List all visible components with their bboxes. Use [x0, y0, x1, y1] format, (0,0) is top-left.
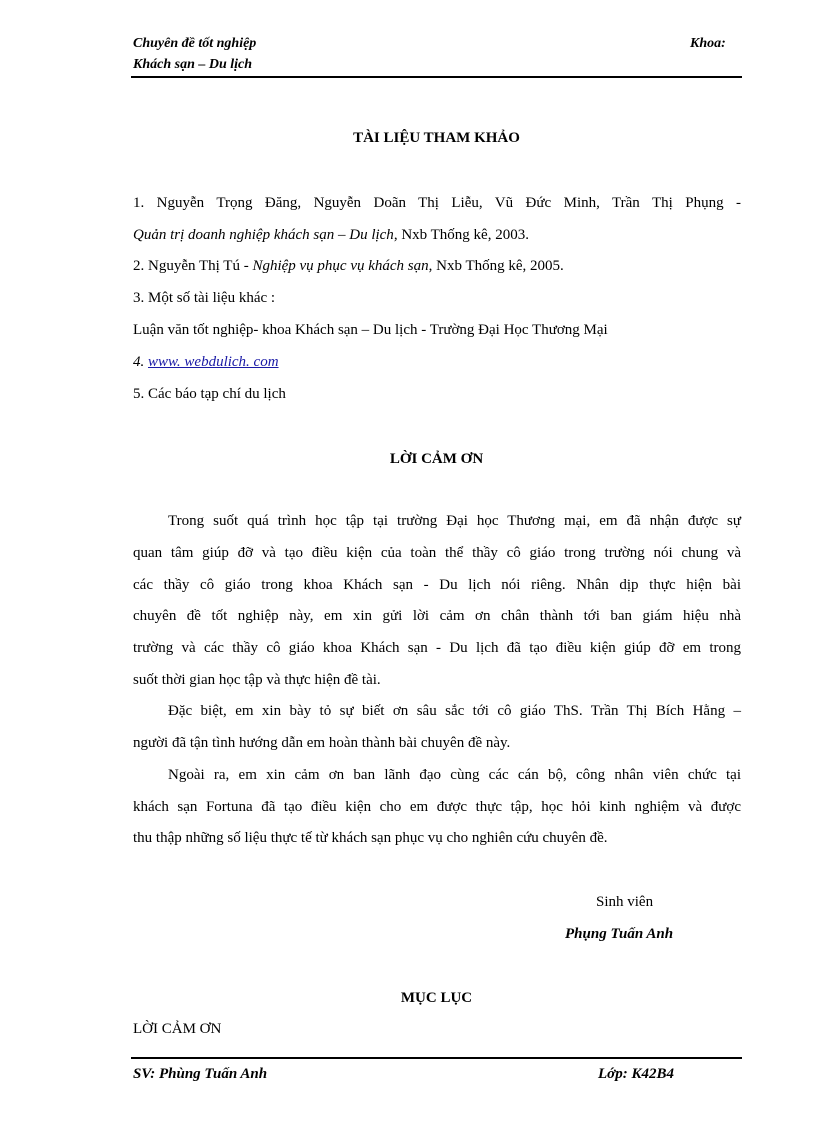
signature-name: Phụng Tuấn Anh: [565, 926, 674, 942]
reference-item-5: 5. Các báo tạp chí du lịch: [133, 386, 286, 402]
thanks-p1-line: suốt thời gian học tập và thực hiện đề tài.: [133, 672, 381, 688]
footer-class: Lớp: K42B4: [598, 1066, 674, 1082]
reference-item-4: [133, 354, 279, 371]
reference-item-2: [133, 258, 564, 275]
thanks-p1-line: các thầy cô giáo trong khoa Khách sạn - Du lịch nói riêng. Nhân dịp thực hiện bài: [133, 577, 741, 593]
header-faculty: Khoa:: [690, 36, 726, 51]
header-rule: [131, 76, 742, 78]
thanks-p3-line: Ngoài ra, em xin cảm ơn ban lãnh đạo cùng các cán bộ, công nhân viên chức tại: [168, 767, 741, 783]
footer-rule: [131, 1057, 742, 1059]
reference-item-2-book: Nghiệp vụ phục vụ khách sạn: [252, 258, 429, 274]
header-subtitle: Khách sạn – Du lịch: [133, 57, 253, 72]
thanks-p1-line: quan tâm giúp đỡ và tạo điều kiện của toàn thể thầy cô giáo trong trường nói chung và: [133, 545, 741, 561]
reference-item-4-number: 4.: [133, 354, 148, 370]
reference-item-2-author: 2. Nguyễn Thị Tú -: [133, 258, 253, 274]
thanks-p3-line: thu thập những số liệu thực tế từ khách sạn phục vụ cho nghiên cứu chuyên đề.: [133, 830, 608, 846]
references-title: TÀI LIỆU THAM KHẢO: [353, 130, 520, 146]
thanks-p1-line: chuyên đề tốt nghiệp này, em xin gửi lời cảm ơn chân thành tới ban giám hiệu nhà: [133, 608, 741, 624]
thanks-title: LỜI CẢM ƠN: [389, 451, 484, 467]
reference-item-1-source: [133, 227, 529, 244]
toc-item: LỜI CẢM ƠN: [133, 1021, 222, 1037]
reference-item-3: 3. Một số tài liệu khác :: [133, 290, 276, 306]
reference-item-3-detail: Luận văn tốt nghiệp- khoa Khách sạn – Du lịch - Trường Đại Học Thương Mại: [133, 322, 608, 338]
webdulich-link[interactable]: www. webdulich. com: [148, 354, 279, 370]
thanks-p2-line: người đã tận tình hướng dẫn em hoàn thành bài chuyên đề này.: [133, 735, 511, 751]
thanks-p1-line: trường và các thầy cô giáo khoa Khách sạn - Du lịch đã tạo điều kiện giúp đỡ em trong: [133, 640, 741, 656]
thanks-p1-line: Trong suốt quá trình học tập tại trường Đại học Thương mại, em đã nhận được sự: [168, 513, 741, 529]
reference-item-2-publisher: , Nxb Thống kê, 2005.: [428, 258, 564, 274]
thanks-p3-line: khách sạn Fortuna đã tạo điều kiện cho em được thực tập, học hỏi kinh nghiệm và được: [133, 799, 741, 815]
reference-item-1-publisher: , Nxb Thống kê, 2003.: [393, 227, 529, 243]
reference-item-1-book: Quản trị doanh nghiệp khách sạn – Du lịch: [133, 227, 394, 243]
signature-role: Sinh viên: [596, 894, 654, 910]
footer-student: SV: Phùng Tuấn Anh: [133, 1066, 268, 1082]
reference-item-1: 1. Nguyễn Trọng Đăng, Nguyễn Doãn Thị Liễu, Vũ Đức Minh, Trần Thị Phụng -: [133, 195, 741, 211]
thanks-p2-line: Đặc biệt, em xin bày tỏ sự biết ơn sâu sắc tới cô giáo ThS. Trần Thị Bích Hằng –: [168, 703, 741, 719]
header-title: Chuyên đề tốt nghiệp: [133, 36, 257, 51]
toc-title: MỤC LỤC: [400, 990, 473, 1006]
